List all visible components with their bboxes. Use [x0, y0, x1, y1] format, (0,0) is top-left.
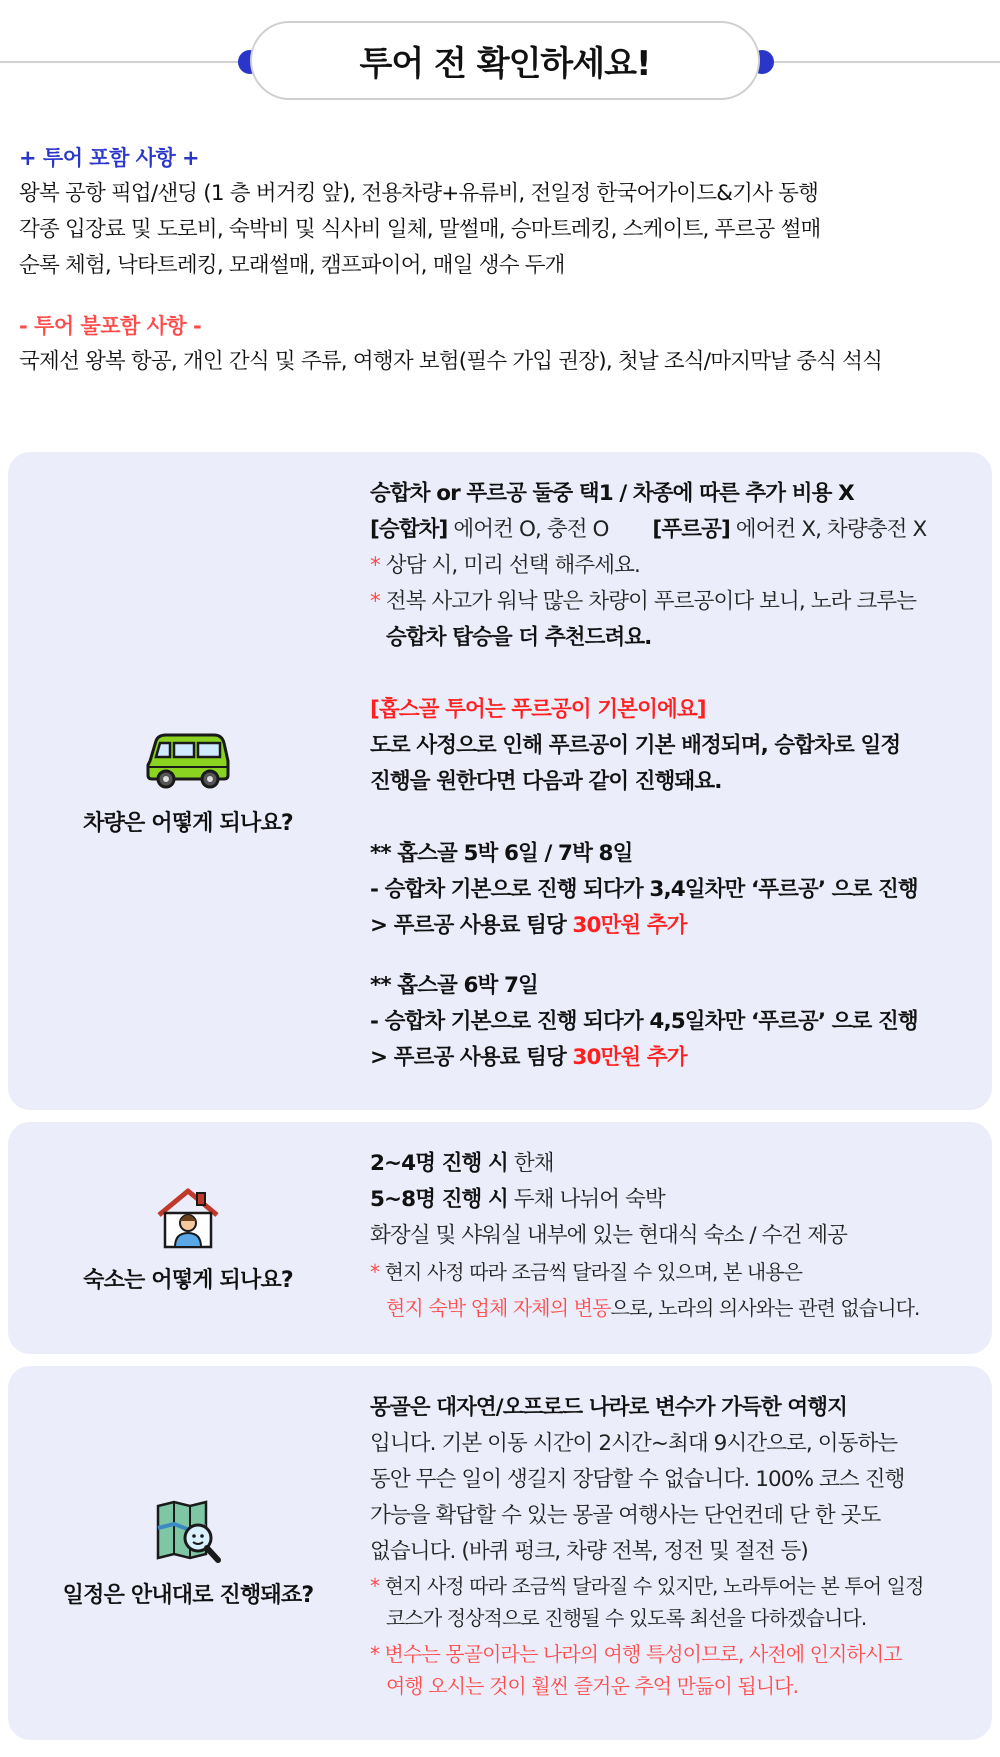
vehicle-note: * 전복 사고가 워낙 많은 차량이 푸르공이다 보니, 노라 크루는: [370, 589, 917, 614]
vehicle-options: [370, 512, 980, 548]
schedule-line: 몽골은 대자연/오프로드 나라로 변수가 가득한 여행지: [370, 1395, 847, 1420]
includes-heading: + 투어 포함 사항 +: [19, 146, 200, 170]
tour-info-section: [19, 140, 989, 380]
purgon-label: [푸르공]: [652, 517, 730, 542]
page-title: 투어 전 확인하세요!: [359, 44, 651, 84]
schedule-card-body: [370, 1390, 980, 1702]
house-person-icon: [143, 1183, 233, 1253]
lodging-line: 2~4명 진행 시 한채: [370, 1151, 554, 1176]
vehicle-card: [8, 452, 992, 1110]
schedule-line: 입니다. 기본 이동 시간이 2시간~최대 9시간으로, 이동하는: [370, 1431, 898, 1456]
lodging-card-body: [370, 1146, 980, 1326]
van-icon: [143, 726, 233, 796]
van-label: [승합차]: [370, 517, 448, 542]
lodging-card: [8, 1122, 992, 1354]
case-line: - 승합차 기본으로 진행 되다가 4,5일차만 ‘푸르공’ 으로 진행: [370, 1009, 918, 1034]
khovsgol-line: 진행을 원한다면 다음과 같이 진행돼요.: [370, 769, 722, 794]
lodging-note: * 현지 사정 따라 조금씩 달라질 수 있으며, 본 내용은: [370, 1260, 803, 1284]
excludes-line: 국제선 왕복 항공, 개인 간식 및 주류, 여행자 보험(필수 가입 권장), 첫날 조식/마지막날 중식 석식: [19, 349, 883, 374]
schedule-card: [8, 1366, 992, 1740]
case-fee: > 푸르공 사용료 팀당 30만원 추가: [370, 1045, 687, 1070]
schedule-line: 가능을 확답할 수 있는 몽골 여행사는 단언컨데 단 한 곳도: [370, 1503, 881, 1528]
van-desc: 에어컨 O, 충전 O: [447, 517, 609, 542]
khovsgol-line: 도로 사정으로 인해 푸르공이 기본 배정되며, 승합차로 일정: [370, 733, 901, 758]
khovsgol-title: [홉스골 투어는 푸르공이 기본이에요]: [370, 697, 706, 722]
lodging-line: 5~8명 진행 시 두채 나뉘어 숙박: [370, 1187, 665, 1212]
vehicle-card-body: [370, 476, 980, 1076]
case-title: ** 홉스골 6박 7일: [370, 973, 538, 998]
purgon-desc: 에어컨 X, 차량충전 X: [729, 517, 927, 542]
map-search-icon: [143, 1498, 233, 1568]
vehicle-question: 차량은 어떻게 되나요?: [83, 810, 293, 836]
includes-line: 각종 입장료 및 도로비, 숙박비 및 식사비 일체, 말썰매, 승마트레킹, 스케이트, 푸르공 썰매: [19, 217, 821, 242]
lodging-card-left: [8, 1122, 368, 1354]
schedule-warning-cont: 여행 오시는 것이 훨씬 즐거운 추억 만듦이 됩니다.: [386, 1674, 799, 1698]
schedule-note: * 현지 사정 따라 조금씩 달라질 수 있지만, 노라투어는 본 투어 일정: [370, 1574, 924, 1598]
includes-line: 순록 체험, 낙타트레킹, 모래썰매, 캠프파이어, 매일 생수 두개: [19, 253, 565, 278]
vehicle-note-cont: 승합차 탑승을 더 추천드려요.: [386, 625, 652, 650]
lodging-line: 화장실 및 샤워실 내부에 있는 현대식 숙소 / 수건 제공: [370, 1223, 848, 1248]
case-line: - 승합차 기본으로 진행 되다가 3,4일차만 ‘푸르공’ 으로 진행: [370, 877, 918, 902]
vehicle-choice: 승합차 or 푸르공 둘중 택1 / 차종에 따른 추가 비용 X: [370, 481, 854, 506]
vehicle-note: * 상담 시, 미리 선택 해주세요.: [370, 553, 640, 578]
excludes-heading: - 투어 불포함 사항 -: [19, 314, 202, 338]
lodging-question: 숙소는 어떻게 되나요?: [83, 1267, 293, 1293]
includes-line: 왕복 공항 픽업/샌딩 (1 층 버거킹 앞), 전용차량+유류비, 전일정 한국어가이드&기사 동행: [19, 181, 819, 206]
schedule-question: 일정은 안내대로 진행돼죠?: [62, 1582, 314, 1608]
vehicle-card-left: [8, 452, 368, 1110]
schedule-note-cont: 코스가 정상적으로 진행될 수 있도록 최선을 다하겠습니다.: [386, 1606, 867, 1630]
schedule-line: 없습니다. (바퀴 펑크, 차량 전복, 정전 및 절전 등): [370, 1539, 808, 1564]
page-header: [0, 0, 1000, 112]
case-title: ** 홉스골 5박 6일 / 7박 8일: [370, 841, 633, 866]
lodging-note-cont: 현지 숙박 업체 자체의 변동으로, 노라의 의사와는 관련 없습니다.: [386, 1296, 920, 1320]
schedule-line: 동안 무슨 일이 생길지 장담할 수 없습니다. 100% 코스 진행: [370, 1467, 905, 1492]
header-pill: [250, 21, 760, 100]
case-fee: > 푸르공 사용료 팀당 30만원 추가: [370, 913, 687, 938]
schedule-warning: * 변수는 몽골이라는 나라의 여행 특성이므로, 사전에 인지하시고: [370, 1642, 902, 1666]
schedule-card-left: [8, 1366, 368, 1740]
